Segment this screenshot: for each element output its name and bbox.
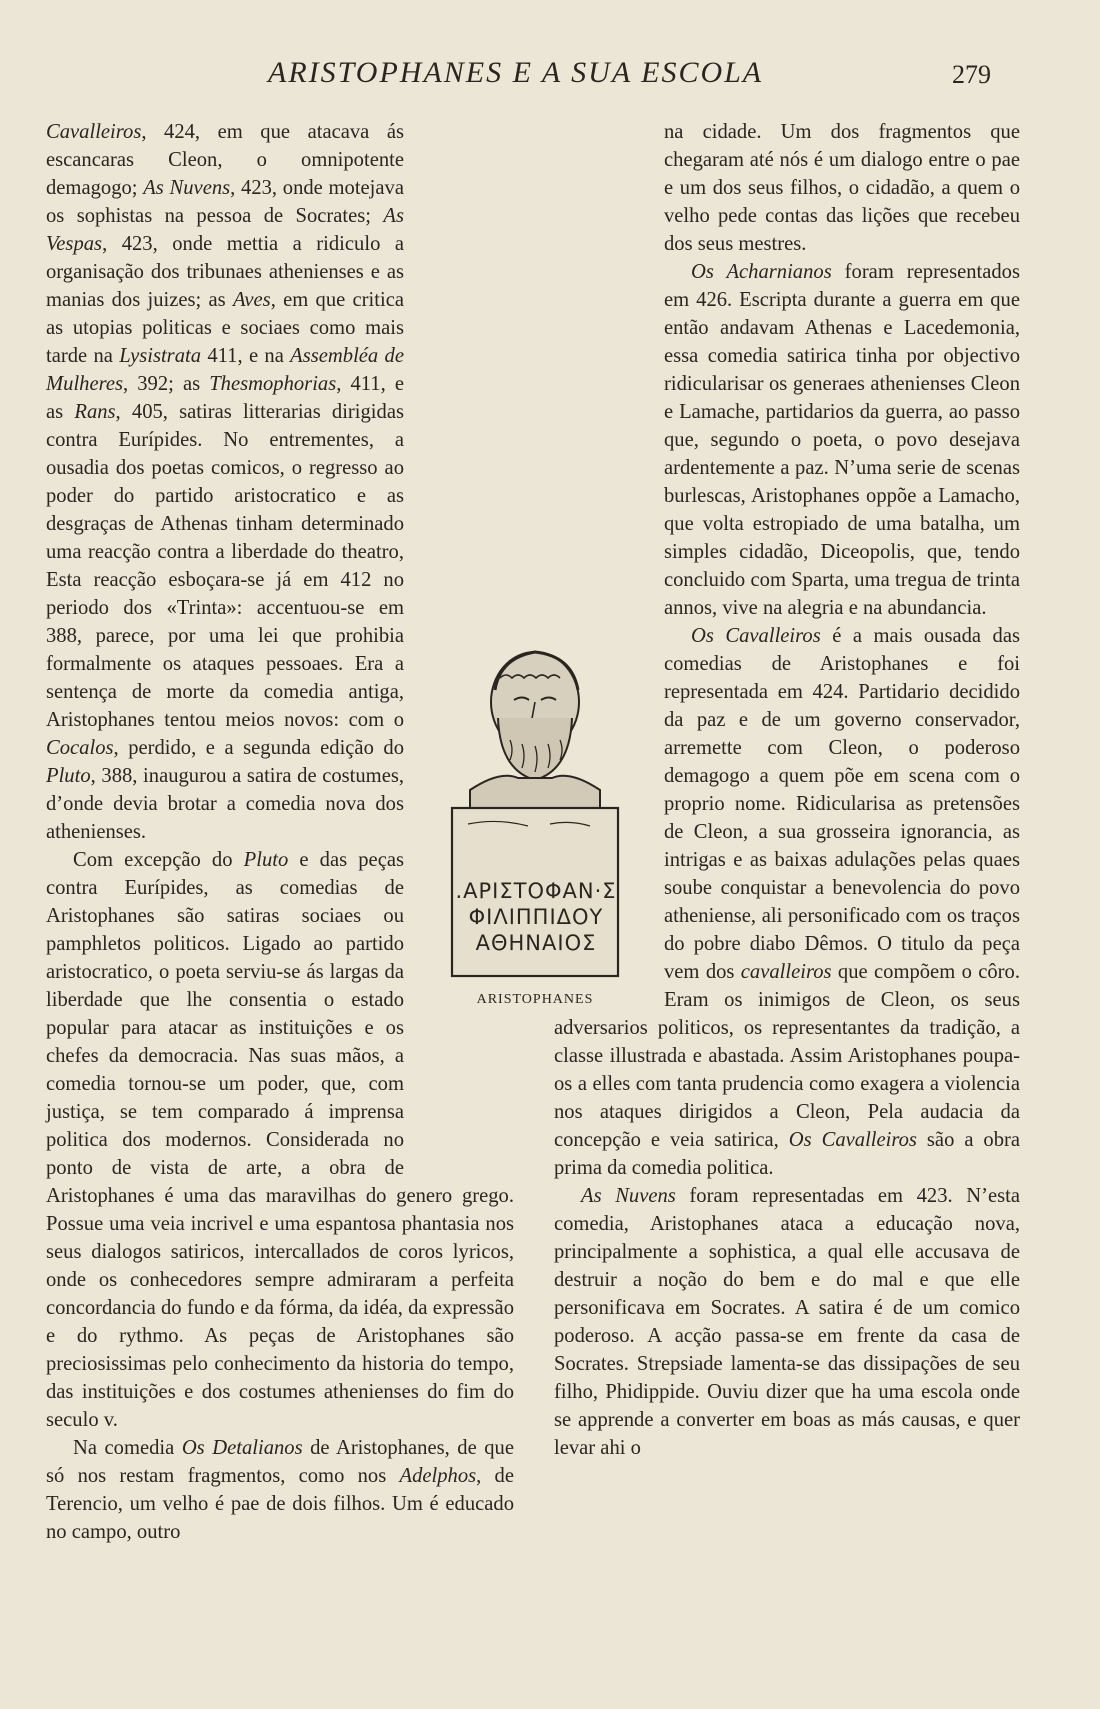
italic-title: As Nuvens (581, 1185, 676, 1207)
text-run: , 411, e as (46, 373, 404, 423)
text-run: , 423, onde motejava os sophistas na pessoa de Socrates; (46, 177, 404, 227)
italic-title: Pluto (46, 765, 91, 787)
italic-title: Adelphos (399, 1465, 477, 1487)
paragraph (46, 1434, 514, 1546)
inscription-line: ΑΘΗΝΑΙΟΣ (475, 931, 597, 955)
text-run: na cidade. Um dos fragmentos que chegaram até nós é um dialogo entre o pae e um dos seus filhos, o cidadão, a quem o velho pede contas das lições que recebeu dos seus mestres. (664, 121, 1020, 255)
italic-title: Os Cavalleiros (788, 1129, 917, 1151)
italic-title: As Nuvens (143, 177, 231, 199)
text-run: são a obra prima da comedia politica. (554, 1129, 1021, 1179)
italic-title: Cocalos (46, 737, 114, 759)
italic-title: Rans (74, 401, 116, 423)
text-run: foram representados em 426. Escripta durante a guerra em que então andavam Athenas e Lacedemonia, essa comedia satirica tinha por objectivo ridicularisar os generaes athenienses Cleon e Lamache, partidarios da guerra, ao passo que, segundo o poeta, o povo desejava ardentemente a paz. N’uma serie de scenas burlescas, Aristophanes oppõe a Lamacho, que volta estropiado de uma batalha, um simples cidadão, Diceopolis, que, tendo concluido com Sparta, uma tregua de trinta annos, vive na alegria e na abundancia. (664, 261, 1020, 619)
aristophanes-bust-figure (440, 640, 630, 1020)
text-run: que compõem o côro. Eram os inimigos de Cleon, os seus adversarios politicos, os representantes da tradição, a classe illustrada e abastada. Assim Aristophanes poupa-os a elles com tanta prudencia como exagera a violencia nos ataques dirigidos a Cleon, Pela audacia da concepção e veia satirica, (554, 961, 1020, 1151)
paragraph (554, 118, 1020, 258)
text-run: Com excepção do (73, 849, 244, 871)
page-header (0, 56, 1100, 96)
text-run: é a mais ousada das comedias de Aristophanes e foi representada em 424. Partidario decidido da paz e de um governo conservador, arremette com Cleon, o poderoso demagogo a quem põe em scena com o proprio nome. Ridicularisa as pretensões de Cleon, a sua grosseira ignorancia, as intrigas e as baixas adulações pelas quaes soube conquistar a benevolencia do povo atheniense, ali personificado com os traços do pobre diabo Dêmos. O titulo da peça vem dos (664, 625, 1020, 983)
paragraph (554, 258, 1020, 622)
text-run: 411, e na (201, 345, 291, 367)
text-run: , perdido, e a segunda edição do (113, 737, 404, 759)
figure-caption: ARISTOPHANES (476, 992, 594, 1007)
italic-title: As Vespas (46, 205, 404, 255)
text-run: , 424, em que atacava ás escancaras Cleon, o omnipotente demagogo; (46, 121, 404, 199)
italic-title: Lysistrata (119, 345, 202, 367)
paragraph (554, 1182, 1020, 1462)
text-run: foram representadas em 423. N’esta comedia, Aristophanes ataca a educação nova, principalmente a sophistica, a qual elle accusava de destruir a noção do bem e do mal e que elle personificava em Socrates. A satira é de um comico poderoso. A acção passa-se em frente da casa de Socrates. Strepsiade lamenta-se das dissipações de seu filho, Phidippide. Ouviu dizer que ha uma escola onde se apprende a converter em boas as más causas, e quer levar ahi o (554, 1185, 1020, 1459)
italic-title: Aves (232, 289, 271, 311)
text-run: , 392; as (123, 373, 210, 395)
text-run: , em que critica as utopias politicas e sociaes como mais tarde na (46, 289, 404, 367)
italic-title: cavalleiros (740, 961, 832, 983)
inscription-line: ΦΙΛΙΠΠΙΔΟΥ (468, 905, 604, 929)
italic-title: Os Cavalleiros (691, 625, 821, 647)
text-run: de Aristophanes, de que só nos restam fragmentos, como nos (46, 1437, 514, 1487)
italic-title: Assembléa de Mulheres (46, 345, 404, 395)
italic-title: Os Detalianos (181, 1437, 303, 1459)
running-title: ARISTOPHANES E A SUA ESCOLA (268, 56, 764, 89)
text-run: , 423, onde mettia a ridiculo a organisação dos tribunaes athenienses e as manias dos juizes; as (46, 233, 404, 311)
page-number: 279 (952, 60, 991, 89)
inscription-line: .ΑΡΙΣΤΟΦΑΝ·Σ (455, 879, 617, 903)
italic-title: Cavalleiros (46, 121, 142, 143)
text-run: e das peças contra Eurípides, as comedias de Aristophanes são satiras sociaes ou pamphletos politicos. Ligado ao partido aristocratico, o poeta serviu-se ás largas da liberdade que lhe consentia o estado popular para atacar as instituições e os chefes da democracia. Nas suas mãos, a comedia tornou-se um poder, que, com justiça, se tem comparado á imprensa politica dos modernos. Considerada no ponto de vista de arte, a obra de Aristophanes é uma das maravilhas do genero grego. Possue uma veia incrivel e uma espantosa phantasia nos seus dialogos satiricos, intercallados de coros lyricos, onde os conhecedores sempre admiraram a perfeita concordancia do fundo e da fórma, da idéa, da expressão e do rythmo. As peças de Aristophanes são preciosissimas pelo conhecimento da historia do tempo, das instituições e dos costumes athenienses do fim do seculo v. (46, 849, 514, 1431)
italic-title: Thesmophorias (209, 373, 337, 395)
text-run: Na comedia (73, 1437, 182, 1459)
italic-title: Pluto (243, 849, 289, 871)
text-run: , de Terencio, um velho é pae de dois filhos. Um é educado no campo, outro (46, 1465, 514, 1543)
text-run: , 388, inaugurou a satira de costumes, d’onde devia brotar a comedia nova dos athenienses. (46, 765, 404, 843)
italic-title: Os Acharnianos (691, 261, 832, 283)
text-run: , 405, satiras litterarias dirigidas contra Eurípides. No entrementes, a ousadia dos poetas comicos, o regresso ao poder do partido aristocratico e as desgraças de Athenas tinham determinado uma reacção contra a liberdade do theatro, Esta reacção esboçara-se já em 412 no periodo dos «Trinta»: accentuou-se em 388, parece, por uma lei que prohibia formalmente os ataques pessoaes. Era a sentença de morte da comedia antiga, Aristophanes tentou meios novos: com o (46, 401, 404, 731)
